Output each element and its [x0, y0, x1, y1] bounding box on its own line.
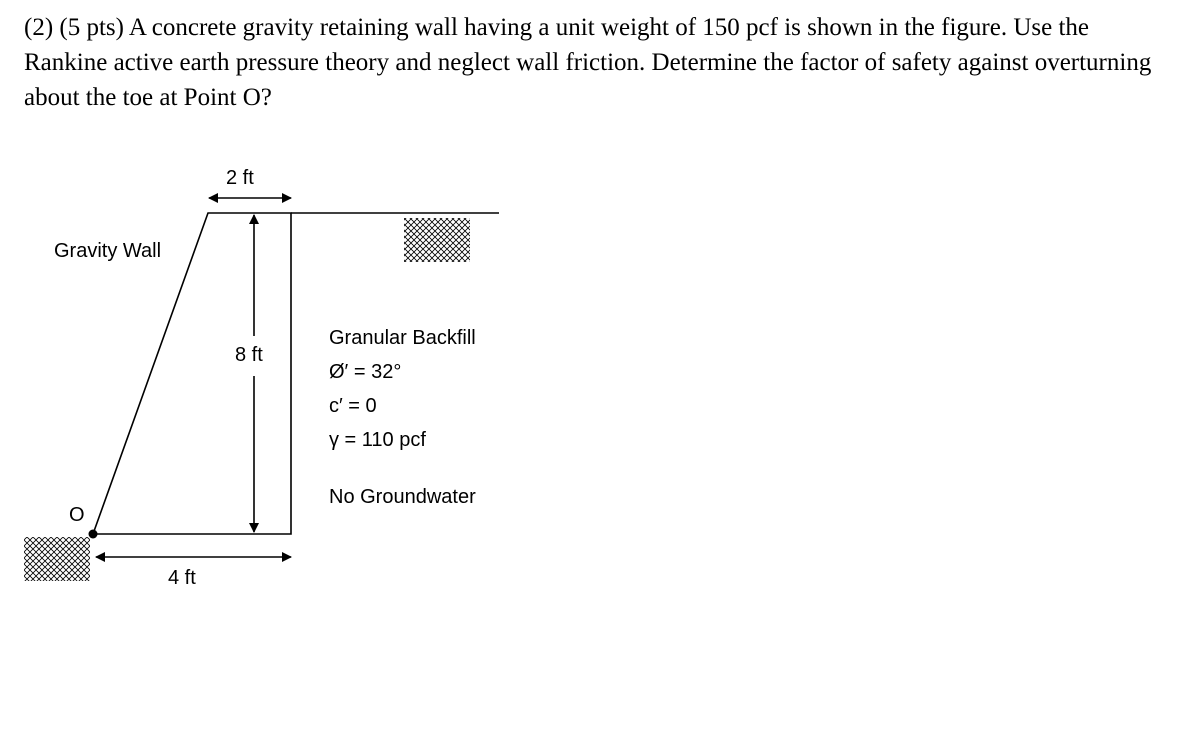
toe-point-o	[89, 530, 98, 539]
wall-label: Gravity Wall	[54, 240, 162, 262]
foundation-soil-hatch	[24, 537, 90, 581]
top-width-label: 2 ft	[226, 167, 254, 189]
groundwater-label: No Groundwater	[329, 486, 476, 508]
base-width-label: 4 ft	[168, 567, 196, 589]
cohesion-label: c′ = 0	[329, 395, 377, 417]
toe-label: O	[69, 504, 85, 526]
backfill-title: Granular Backfill	[329, 327, 476, 349]
height-label: 8 ft	[235, 344, 263, 366]
friction-angle-label: Ø′ = 32°	[329, 361, 402, 383]
backfill-soil-hatch	[404, 218, 470, 262]
unit-weight-label: γ = 110 pcf	[329, 429, 426, 451]
question-text: (2) (5 pts) A concrete gravity retaining wall having a unit weight of 150 pcf is shown in the figure. Use the Rankine active earth pressure theory and neglect wall friction. Determine the factor of safety against overturning about the toe at Point O?	[24, 14, 1152, 111]
